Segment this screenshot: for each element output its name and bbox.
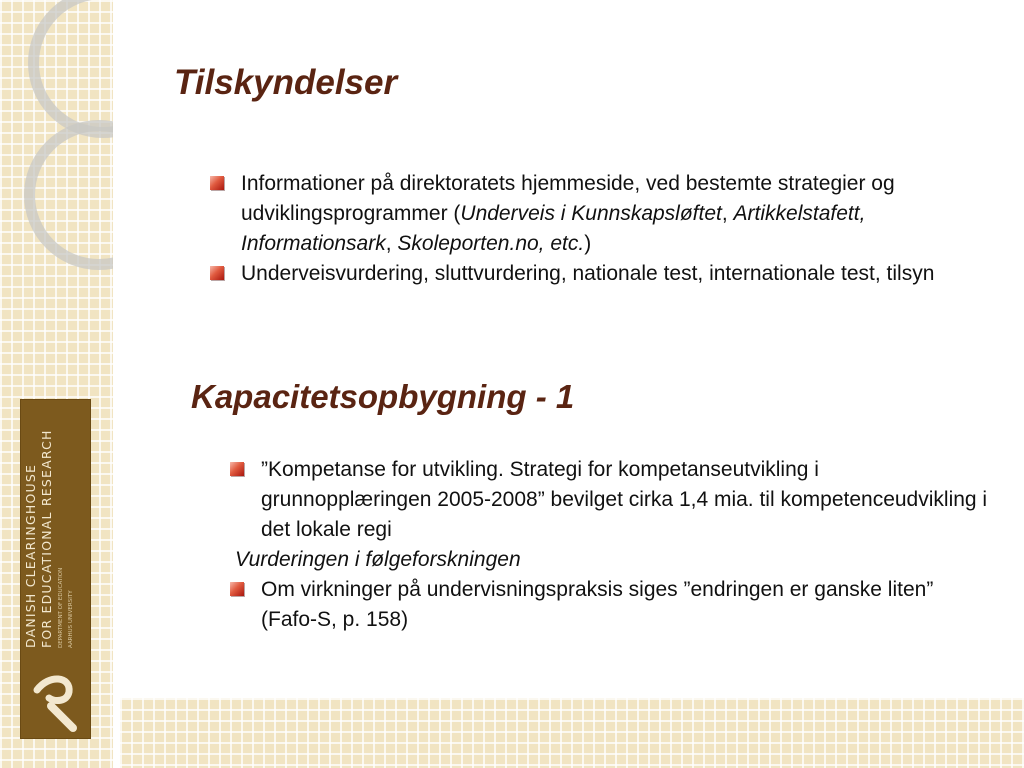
strip-divider <box>113 0 120 768</box>
bullet-italic-text: Artikkelstafett, Informationsark <box>241 202 866 255</box>
bullet-separator: , <box>721 202 734 225</box>
list-item <box>230 575 990 635</box>
square-bullet-icon <box>210 176 224 190</box>
bullet-text: Informationer på direktoratets hjemmeside, ved bestemte strategier og udviklingsprogrammer ( <box>241 172 895 225</box>
bullet-list-kapacitetsopbygning <box>230 455 990 635</box>
bullet-separator: , <box>385 232 398 255</box>
subheading-folgeforskning: Vurderingen i følgeforskningen <box>235 548 521 571</box>
decorative-ring <box>24 120 113 270</box>
logo-subline-1: DEPARTMENT OF EDUCATION <box>58 567 64 648</box>
section-title-tilskyndelser: Tilskyndelser <box>174 63 398 102</box>
logo-mark-icon <box>29 668 83 732</box>
list-item <box>210 169 1015 259</box>
bullet-text: ”Kompetanse for utvikling. Strategi for kompetanseutvikling i grunnopplæringen 2005-2008” bevilget cirka 1,4 mia. til kompetenceudvikling i det lokale regi <box>261 458 988 541</box>
square-bullet-icon <box>230 462 244 476</box>
logo-line-1: DANISH CLEARINGHOUSE <box>23 463 38 648</box>
square-bullet-icon <box>210 266 224 280</box>
decorative-ring <box>28 0 113 138</box>
bullet-italic-text: Underveis i Kunnskapsløftet <box>460 202 722 225</box>
section-title-kapacitetsopbygning: Kapacitetsopbygning - 1 <box>191 378 575 415</box>
logo-subline-2: AARHUS UNIVERSITY <box>68 590 74 648</box>
bullet-text: Underveisvurdering, sluttvurdering, nationale test, internationale test, tilsyn <box>241 262 935 285</box>
bullet-text: Om virkninger på undervisningspraksis siges ”endringen er ganske liten” (Fafo-S, p. 158) <box>261 578 934 631</box>
logo-text <box>23 398 89 648</box>
list-item <box>230 455 990 545</box>
bullet-close-paren: ) <box>584 232 592 255</box>
bottom-decorative-band <box>120 698 1024 768</box>
bullet-italic-text: Skoleporten.no, etc. <box>397 232 585 255</box>
logo-line-2: FOR EDUCATIONAL RESEARCH <box>39 429 54 648</box>
bullet-list-tilskyndelser <box>210 169 1015 289</box>
clearinghouse-logo <box>20 399 91 739</box>
list-item <box>210 259 1015 289</box>
square-bullet-icon <box>230 582 244 596</box>
